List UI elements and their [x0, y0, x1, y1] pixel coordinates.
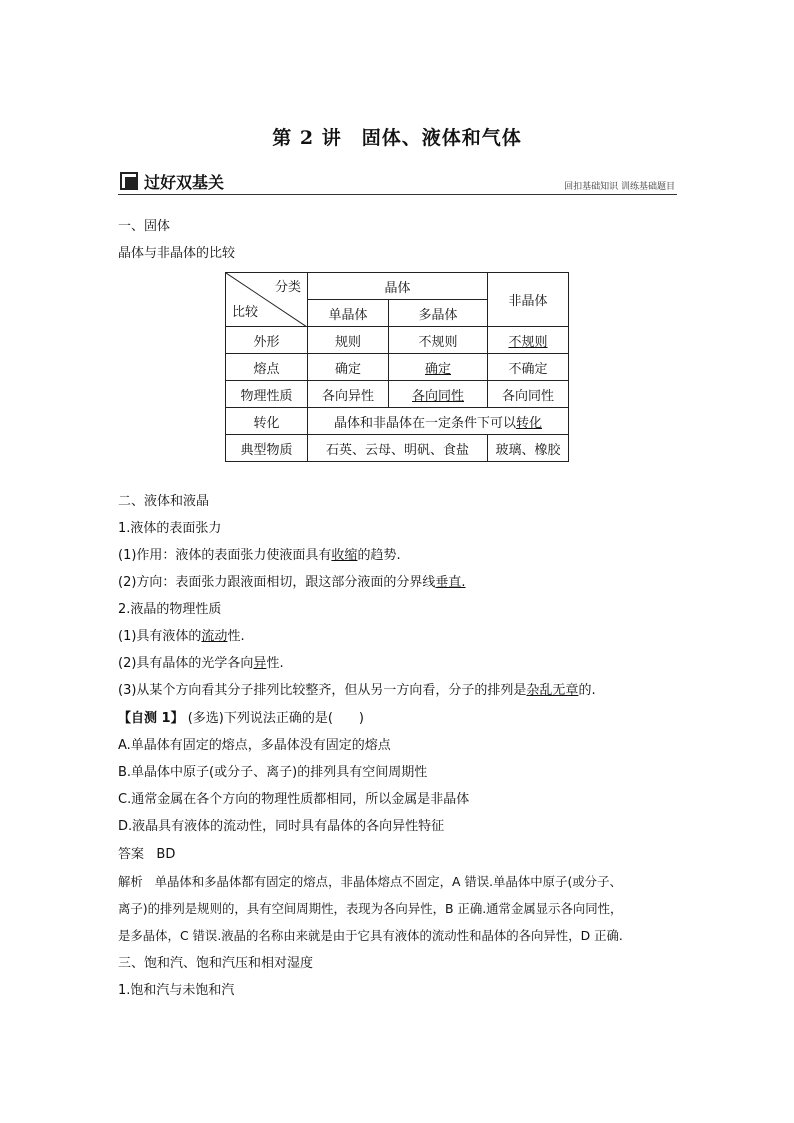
- cell-poly: 各向同性: [411, 388, 464, 404]
- paragraph: 2.液晶的物理性质: [118, 602, 222, 617]
- cell-non: 不规则: [508, 334, 548, 350]
- row-label: 转化: [226, 408, 308, 435]
- quiz-answer: 答案 BD: [118, 847, 176, 862]
- table-row: [226, 408, 569, 435]
- table-row: [226, 435, 569, 462]
- table-row: [226, 381, 569, 408]
- quiz-option-c: C.通常金属在各个方向的物理性质都相同，所以金属是非晶体: [118, 792, 470, 807]
- paragraph: (3)从某个方向看其分子排列比较整齐，但从另一方向看，分子的排列是杂乱无章的.: [118, 683, 596, 698]
- table-row: [226, 354, 569, 381]
- typical-crystal-cell: 石英、云母、明矾、食盐: [308, 435, 488, 462]
- row-label: 物理性质: [226, 381, 308, 408]
- comparison-table: [225, 272, 569, 462]
- section-band: [118, 168, 677, 195]
- quiz-option-d: D.液晶具有液体的流动性，同时具有晶体的各向异性特征: [118, 819, 445, 834]
- quiz-analysis: 离子)的排列是规则的，具有空间周期性，表现为各向异性，B 正确.通常金属显示各向同性，: [118, 901, 623, 916]
- band-title: 过好双基关: [144, 173, 225, 192]
- cell-single: 规则: [308, 327, 389, 354]
- paragraph: (1)具有液体的流动性.: [118, 629, 245, 644]
- quiz-stem: 【自测 1】 (多选)下列说法正确的是( ): [118, 711, 365, 726]
- quiz-option-a: A.单晶体有固定的熔点，多晶体没有固定的熔点: [118, 738, 391, 753]
- header-crystal: 晶体: [308, 273, 488, 300]
- header-single-crystal: 单晶体: [308, 300, 389, 327]
- cell-non: 各向同性: [488, 381, 569, 408]
- cell-non: 不确定: [488, 354, 569, 381]
- quiz-analysis: 解析 单晶体和多晶体都有固定的熔点，非晶体熔点不固定，A 错误.单晶体中原子(或分子、: [118, 874, 622, 889]
- row-label: 外形: [226, 327, 308, 354]
- paragraph: 1.饱和汽与未饱和汽: [118, 983, 235, 998]
- section-icon: [120, 172, 138, 190]
- convert-cell: 晶体和非晶体在一定条件下可以转化: [308, 408, 569, 435]
- typical-non-cell: 玻璃、橡胶: [488, 435, 569, 462]
- paragraph: 1.液体的表面张力: [118, 521, 222, 536]
- corner-top-label: 分类: [274, 280, 301, 295]
- paragraph: (1)作用：液体的表面张力使液面具有收缩的趋势.: [118, 548, 401, 563]
- section-2-heading: 二、液体和液晶: [118, 494, 210, 509]
- paragraph: (2)具有晶体的光学各向异性.: [118, 656, 284, 671]
- table-row: [226, 327, 569, 354]
- corner-cell: [226, 273, 308, 327]
- cell-single: 确定: [308, 354, 389, 381]
- cell-poly: 不规则: [389, 327, 488, 354]
- header-noncrystal: 非晶体: [488, 273, 569, 327]
- band-subtitle: 回扣基础知识 训练基础题目: [564, 182, 675, 192]
- paragraph: (2)方向：表面张力跟液面相切，跟这部分液面的分界线垂直.: [118, 575, 466, 590]
- section-3-heading: 三、饱和汽、饱和汽压和相对湿度: [118, 956, 314, 971]
- header-poly-crystal: 多晶体: [389, 300, 488, 327]
- quiz-analysis: 是多晶体，C 错误.液晶的名称由来就是由于它具有液体的流动性和晶体的各向异性，D 正确.: [118, 928, 623, 943]
- quiz-option-b: B.单晶体中原子(或分子、离子)的排列具有空间周期性: [118, 765, 428, 780]
- cell-poly: 确定: [424, 361, 451, 377]
- section-1-subheading: 晶体与非晶体的比较: [118, 246, 236, 261]
- cell-single: 各向异性: [308, 381, 389, 408]
- row-label: 熔点: [226, 354, 308, 381]
- page-title: 第 2 讲 固体、液体和气体: [272, 127, 522, 149]
- section-1-heading: 一、固体: [118, 219, 171, 234]
- row-label: 典型物质: [226, 435, 308, 462]
- corner-bottom-label: 比较: [232, 305, 259, 320]
